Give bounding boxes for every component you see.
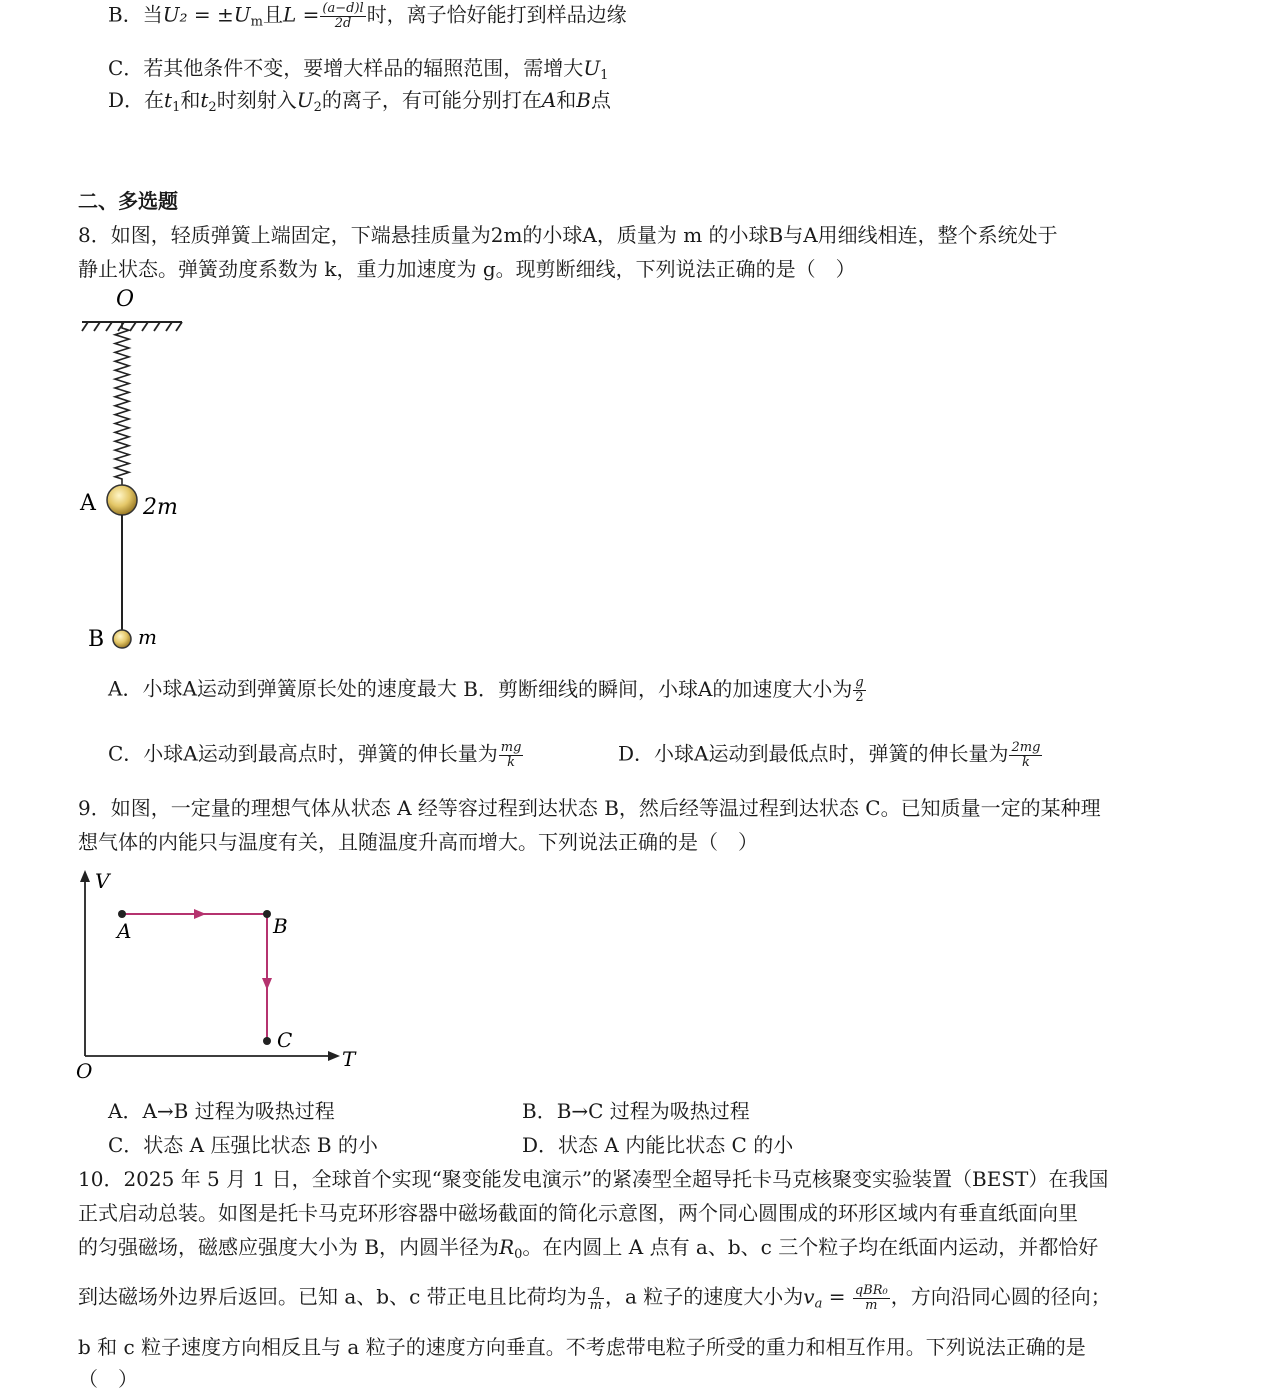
label-a: A bbox=[117, 919, 132, 943]
q9-option-b: B．B→C 过程为吸热过程 bbox=[522, 1099, 750, 1123]
vt-diagram bbox=[70, 866, 370, 1088]
spring-ball-figure bbox=[70, 282, 200, 662]
q10-stem-line2: 正式启动总装。如图是托卡马克环形容器中磁场截面的简化示意图，两个同心圆围成的环形区域内有垂直纸面向里 bbox=[78, 1201, 1078, 1225]
q8-option-a: A．小球A运动到弹簧原长处的速度最大 bbox=[108, 676, 457, 701]
label-v: V bbox=[95, 869, 110, 893]
q8-stem-line2: 静止状态。弹簧劲度系数为 k，重力加速度为 g。现剪断细线，下列说法正确的是（ ） bbox=[78, 257, 856, 281]
section-heading: 二、多选题 bbox=[78, 189, 178, 213]
q10-stem-line4: 到达磁场外边界后返回。已知 a、b、c 带正电且比荷均为 $\frac{q}{m}$ ，a 粒子的速度大小为$v_a$ = $\frac{\text{qBR₀}}{m}$ ，方向沿同心圆的径向； bbox=[78, 1283, 1111, 1313]
label-b: B bbox=[88, 627, 105, 652]
q10-stem-line3: 的匀强磁场，磁感应强度大小为 B，内圆半径为$R_0$。在内圆上 A 点有 a、b、c 三个粒子均在纸面内运动，并都恰好 bbox=[78, 1235, 1099, 1262]
spring bbox=[115, 322, 129, 485]
ceiling-hatch bbox=[82, 322, 182, 331]
q10-stem-line1: 10．2025 年 5 月 1 日，全球首个实现“聚变能发电演示”的紧凑型全超导托卡马克核聚变实验装置（BEST）在我国 bbox=[78, 1167, 1109, 1191]
q8-stem-line1: 8．如图，轻质弹簧上端固定，下端悬挂质量为2m的小球A，质量为 m 的小球B与A用细线相连，整个系统处于 bbox=[78, 223, 1058, 247]
q7-option-b: B．当$U_2 = \pm U_m$且L = $\frac{(a-d)l}{2d}$ 时，离子恰好能打到样品边缘 bbox=[108, 1, 627, 31]
point-c bbox=[263, 1037, 271, 1045]
q8-options-row1 bbox=[108, 676, 867, 704]
q7-b-fraction: $\frac{(a-d)l}{2d}$ bbox=[322, 1, 364, 31]
label-o: O bbox=[116, 287, 135, 312]
q9-stem-line2: 想气体的内能只与温度有关，且随温度升高而增大。下列说法正确的是（ ） bbox=[78, 830, 758, 854]
label-origin: O bbox=[76, 1059, 93, 1083]
ball-b bbox=[113, 630, 131, 648]
q7-option-c: C．若其他条件不变，要增大样品的辐照范围，需增大$U_1$ bbox=[108, 56, 609, 83]
v-axis-arrow bbox=[80, 870, 90, 882]
label-a-mass: 2m bbox=[143, 495, 178, 520]
point-a bbox=[118, 910, 126, 918]
q9-option-a: A．A→B 过程为吸热过程 bbox=[108, 1099, 335, 1123]
label-t: T bbox=[342, 1047, 356, 1071]
q7-option-d: D．在$t_1$和$t_2$时刻射入$U_2$的离子，有可能分别打在A和B点 bbox=[108, 88, 611, 115]
q8-option-b: B．剪断细线的瞬间，小球A的加速度大小为 $\frac{g}{2}$ bbox=[463, 675, 864, 705]
q8-option-c: C．小球A运动到最高点时，弹簧的伸长量为 $\frac{mg}{k}$ bbox=[108, 740, 522, 770]
q10-stem-line5: b 和 c 粒子速度方向相反且与 a 粒子的速度方向垂直。不考虑带电粒子所受的重力和相互作用。下列说法正确的是 bbox=[78, 1335, 1086, 1359]
label-c: C bbox=[277, 1028, 293, 1052]
q8-option-d: D．小球A运动到最低点时，弹簧的伸长量为 $\frac{2mg}{k}$ bbox=[618, 740, 1041, 770]
label-b: B bbox=[273, 914, 288, 938]
point-b bbox=[263, 910, 271, 918]
q9-option-d: D．状态 A 内能比状态 C 的小 bbox=[522, 1133, 794, 1157]
label-b-mass: m bbox=[138, 625, 157, 649]
arrow-b-c bbox=[262, 978, 272, 990]
q10-stem-line6: （ ） bbox=[78, 1367, 138, 1391]
arrow-a-b bbox=[194, 909, 206, 919]
t-axis-arrow bbox=[328, 1051, 340, 1061]
q9-stem-line1: 9．如图，一定量的理想气体从状态 A 经等容过程到达状态 B，然后经等温过程到达状态 C。已知质量一定的某种理 bbox=[78, 796, 1101, 820]
q9-option-c: C．状态 A 压强比状态 B 的小 bbox=[108, 1133, 378, 1157]
ball-a bbox=[107, 485, 137, 515]
label-a: A bbox=[80, 491, 96, 516]
